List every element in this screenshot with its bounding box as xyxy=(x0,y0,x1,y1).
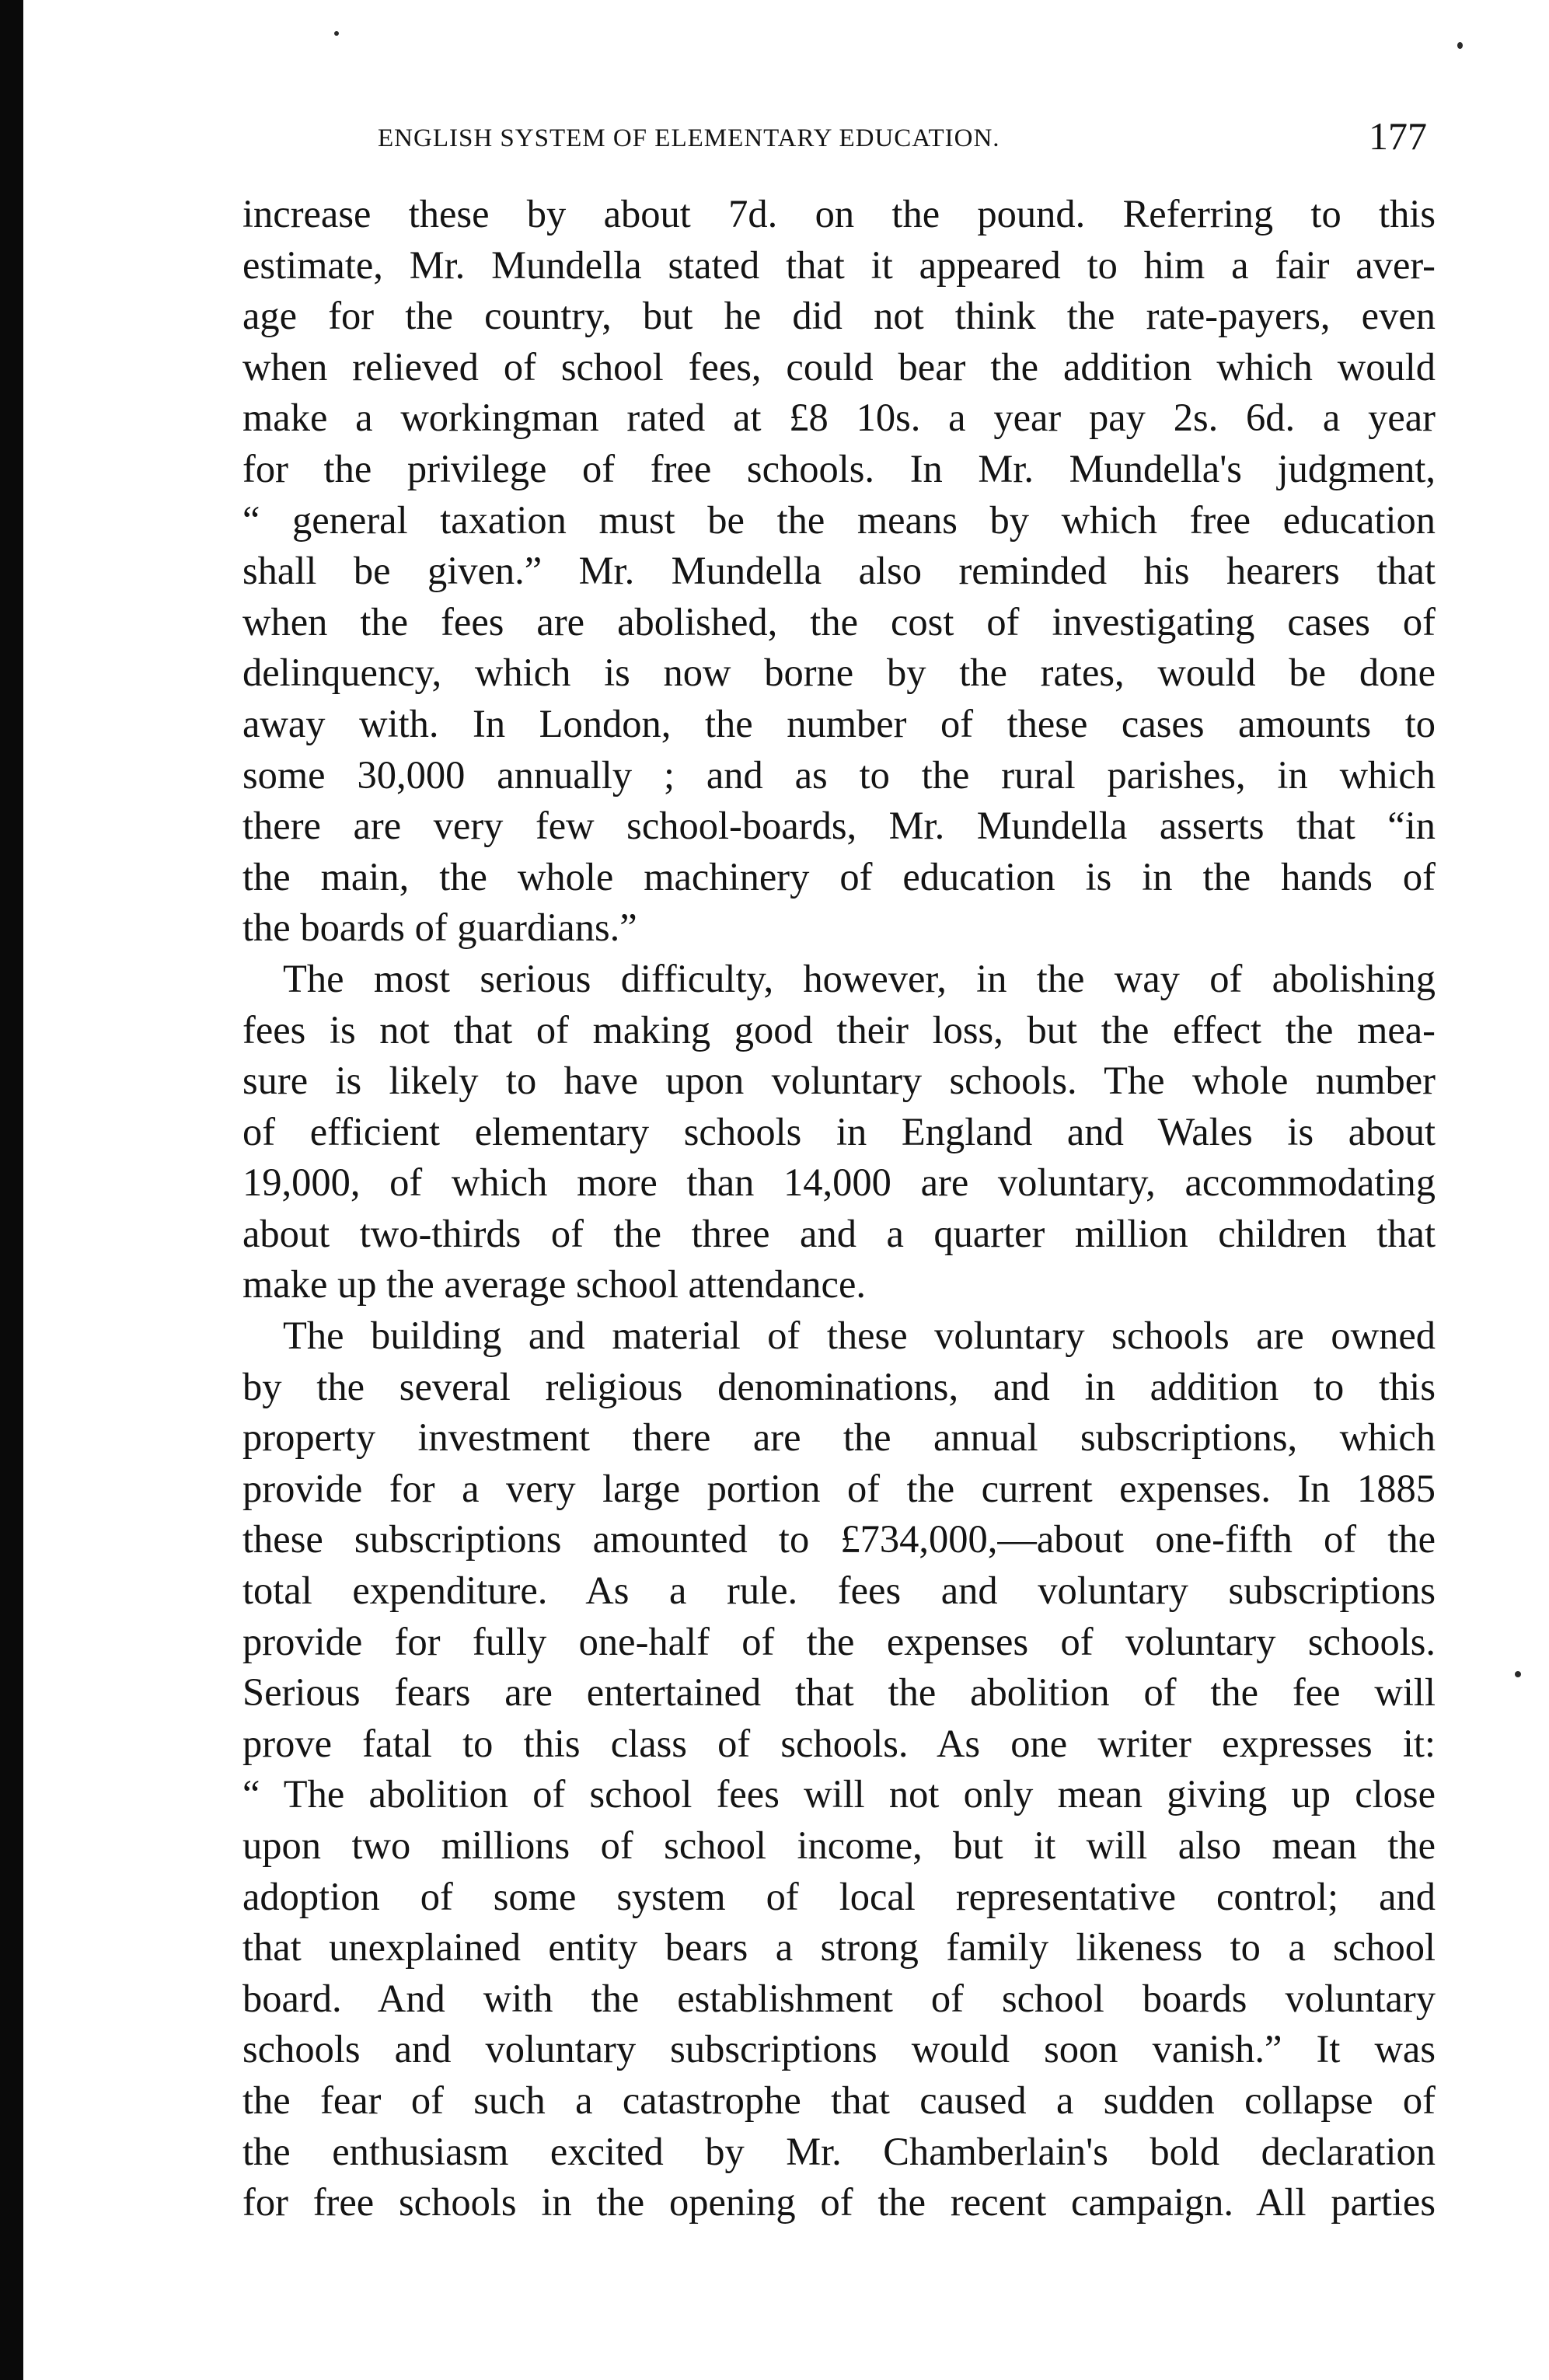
text-line: sure is likely to have upon voluntary schools. The whole number xyxy=(242,1059,1436,1103)
text-line: for free schools in the opening of the recent campaign. All parties xyxy=(242,2180,1436,2225)
text-line: there are very few school-boards, Mr. Mundella asserts that “in xyxy=(242,804,1436,848)
text-line: the boards of guardians.” xyxy=(242,906,637,950)
text-line: provide for fully one-half of the expenses of voluntary schools. xyxy=(242,1619,1436,1663)
text-line: property investment there are the annual subscriptions, which xyxy=(242,1415,1436,1460)
text-line: age for the country, but he did not think the rate-payers, even xyxy=(242,294,1436,338)
text-line: make a workingman rated at £8 10s. a year pay 2s. 6d. a year xyxy=(242,396,1436,440)
text-line: shall be given.” Mr. Mundella also reminded his hearers that xyxy=(242,549,1436,593)
text-line: “ general taxation must be the means by which free education xyxy=(242,497,1436,542)
text-line: some 30,000 annually ; and as to the rural parishes, in which xyxy=(242,752,1436,797)
scan-speck xyxy=(1457,42,1463,49)
text-line: when relieved of school fees, could bear the addition which would xyxy=(242,344,1436,389)
page-header xyxy=(378,113,1427,168)
text-line: when the fees are abolished, the cost of investigating cases of xyxy=(242,599,1436,644)
text-line: Serious fears are entertained that the abolition of the fee will xyxy=(242,1670,1436,1715)
text-line: total expenditure. As a rule. fees and voluntary subscriptions xyxy=(242,1569,1436,1613)
text-line: away with. In London, the number of these cases amounts to xyxy=(242,701,1436,745)
text-line: for the privilege of free schools. In Mr. Mundella's judgment, xyxy=(242,446,1436,490)
text-line: the enthusiasm excited by Mr. Chamberlain's bold declaration xyxy=(242,2129,1436,2173)
scan-speck xyxy=(334,31,339,36)
body-text xyxy=(242,189,1436,2228)
text-line: fees is not that of making good their loss, but the effect the mea- xyxy=(242,1007,1436,1052)
text-line: the fear of such a catastrophe that caused a sudden collapse of xyxy=(242,2078,1436,2122)
text-line: provide for a very large portion of the current expenses. In 1885 xyxy=(242,1466,1436,1510)
text-line: schools and voluntary subscriptions would soon vanish.” It was xyxy=(242,2027,1436,2071)
text-line: these subscriptions amounted to £734,000,—about one-fifth of the xyxy=(242,1517,1436,1562)
text-line: about two-thirds of the three and a quarter million children that xyxy=(242,1211,1436,1255)
text-line: increase these by about 7d. on the pound. Referring to this xyxy=(242,192,1436,236)
text-line: make up the average school attendance. xyxy=(242,1262,867,1307)
text-line: prove fatal to this class of schools. As one writer expresses it: xyxy=(242,1721,1436,1765)
text-line: of efficient elementary schools in England and Wales is about xyxy=(242,1109,1436,1153)
scan-gutter xyxy=(0,0,23,2380)
text-line: The most serious difficulty, however, in the way of abolishing xyxy=(283,956,1436,1000)
scan-speck xyxy=(1515,1671,1521,1677)
text-line: “ The abolition of school fees will not only mean giving up close xyxy=(242,1772,1436,1816)
text-line: The building and material of these voluntary schools are owned xyxy=(283,1314,1436,1358)
running-title: ENGLISH SYSTEM OF ELEMENTARY EDUCATION. xyxy=(378,124,1000,152)
page-number: 177 xyxy=(1369,114,1427,158)
text-line: the main, the whole machinery of education is in the hands of xyxy=(242,854,1436,899)
text-line: board. And with the establishment of school boards voluntary xyxy=(242,1976,1436,2020)
text-line: estimate, Mr. Mundella stated that it appeared to him a fair aver- xyxy=(242,243,1436,287)
text-line: 19,000, of which more than 14,000 are voluntary, accommodating xyxy=(242,1160,1436,1205)
text-line: by the several religious denominations, and in addition to this xyxy=(242,1364,1436,1408)
text-line: delinquency, which is now borne by the rates, would be done xyxy=(242,651,1436,695)
text-line: that unexplained entity bears a strong family likeness to a school xyxy=(242,1925,1436,1970)
text-line: upon two millions of school income, but it will also mean the xyxy=(242,1823,1436,1867)
text-line: adoption of some system of local representative control; and xyxy=(242,1874,1436,1918)
